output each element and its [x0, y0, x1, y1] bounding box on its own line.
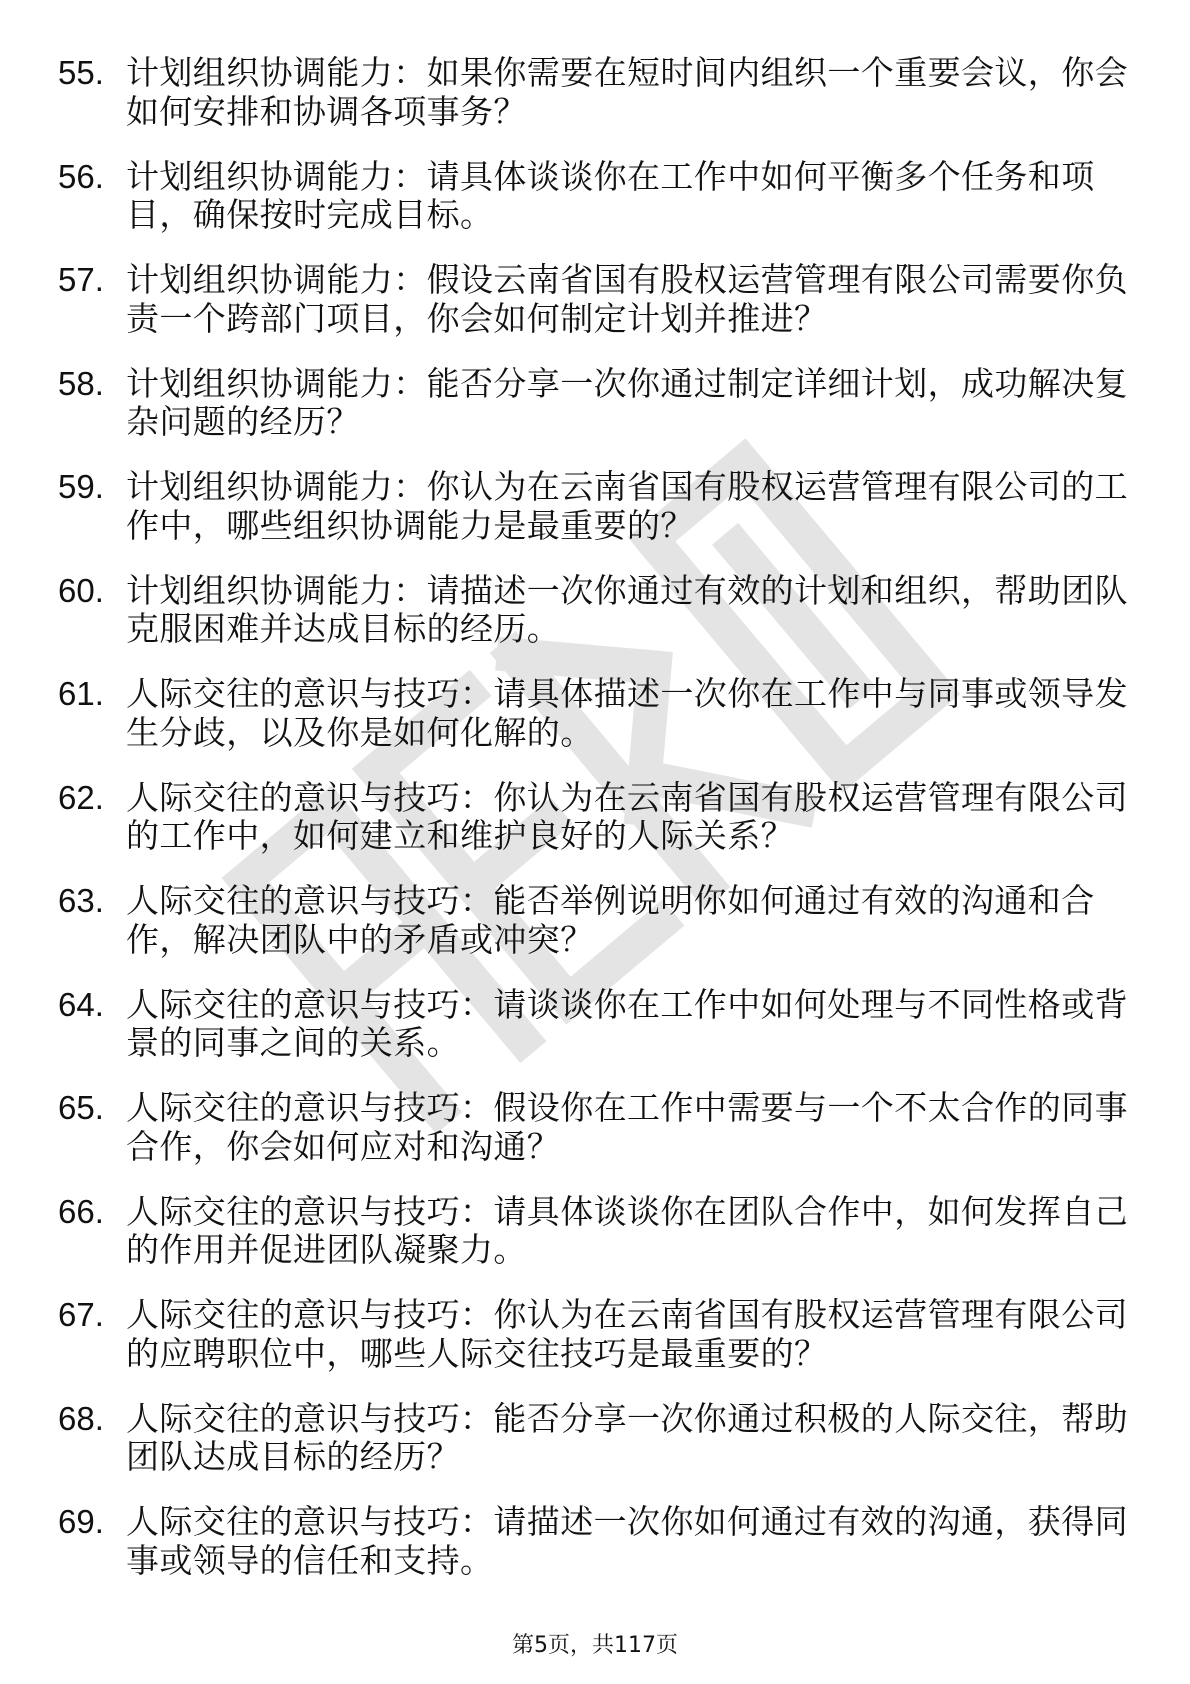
question-item [58, 261, 1138, 338]
question-text: 人际交往的意识与技巧：能否分享一次你通过积极的人际交往，帮助团队达成目标的经历？ [126, 1398, 1128, 1476]
page-number-label: 第5页，共117页 [512, 1633, 678, 1658]
question-number: 64. [58, 985, 104, 1023]
question-number: 63. [58, 882, 104, 919]
question-text: 人际交往的意识与技巧：请具体描述一次你在工作中与同事或领导发生分歧，以及你是如何化解的。 [126, 674, 1128, 752]
question-text: 计划组织协调能力：假设云南省国有股权运营管理有限公司需要你负责一个跨部门项目，你会如何制定计划并推进？ [126, 260, 1128, 338]
question-number: 68. [58, 1399, 104, 1437]
question-text: 计划组织协调能力：能否分享一次你通过制定详细计划，成功解决复杂问题的经历？ [126, 363, 1128, 441]
question-item [58, 986, 1138, 1063]
question-number: 61. [58, 675, 104, 712]
question-list [58, 54, 1138, 1607]
question-number: 66. [58, 1192, 104, 1230]
question-text: 计划组织协调能力：你认为在云南省国有股权运营管理有限公司的工作中，哪些组织协调能力是最重要的？ [126, 467, 1128, 545]
question-number: 69. [58, 1503, 104, 1540]
question-text: 人际交往的意识与技巧：假设你在工作中需要与一个不太合作的同事合作，你会如何应对和沟通？ [126, 1088, 1128, 1166]
question-item [58, 365, 1138, 442]
question-item [58, 675, 1138, 752]
question-item [58, 1193, 1138, 1270]
question-item [58, 158, 1138, 235]
question-text: 人际交往的意识与技巧：你认为在云南省国有股权运营管理有限公司的工作中，如何建立和维护良好的人际关系？ [126, 777, 1128, 855]
question-number: 65. [58, 1089, 104, 1126]
question-number: 59. [58, 468, 104, 505]
question-item [58, 1296, 1138, 1373]
question-number: 62. [58, 778, 104, 816]
question-item [58, 779, 1138, 856]
question-item [58, 1503, 1138, 1580]
question-number: 57. [58, 261, 104, 298]
question-number: 60. [58, 571, 104, 609]
question-text: 人际交往的意识与技巧：你认为在云南省国有股权运营管理有限公司的应聘职位中，哪些人际交往技巧是最重要的？ [126, 1295, 1128, 1373]
question-text: 计划组织协调能力：如果你需要在短时间内组织一个重要会议，你会如何安排和协调各项事务？ [126, 53, 1128, 131]
question-number: 58. [58, 364, 104, 402]
question-text: 人际交往的意识与技巧：能否举例说明你如何通过有效的沟通和合作，解决团队中的矛盾或冲突？ [126, 881, 1095, 959]
question-number: 55. [58, 54, 104, 91]
question-item [58, 1089, 1138, 1166]
question-text: 人际交往的意识与技巧：请描述一次你如何通过有效的沟通，获得同事或领导的信任和支持。 [126, 1502, 1128, 1580]
question-text: 人际交往的意识与技巧：请谈谈你在工作中如何处理与不同性格或背景的同事之间的关系。 [126, 984, 1128, 1062]
question-text: 计划组织协调能力：请描述一次你通过有效的计划和组织，帮助团队克服困难并达成目标的经历。 [126, 570, 1128, 648]
question-text: 计划组织协调能力：请具体谈谈你在工作中如何平衡多个任务和项目，确保按时完成目标。 [126, 156, 1095, 234]
question-item [58, 54, 1138, 131]
page-footer [0, 1633, 1190, 1659]
question-item [58, 468, 1138, 545]
question-number: 56. [58, 157, 104, 195]
question-item [58, 1400, 1138, 1477]
question-number: 67. [58, 1296, 104, 1333]
question-text: 人际交往的意识与技巧：请具体谈谈你在团队合作中，如何发挥自己的作用并促进团队凝聚力。 [126, 1191, 1128, 1269]
question-item [58, 572, 1138, 649]
question-item [58, 882, 1138, 959]
